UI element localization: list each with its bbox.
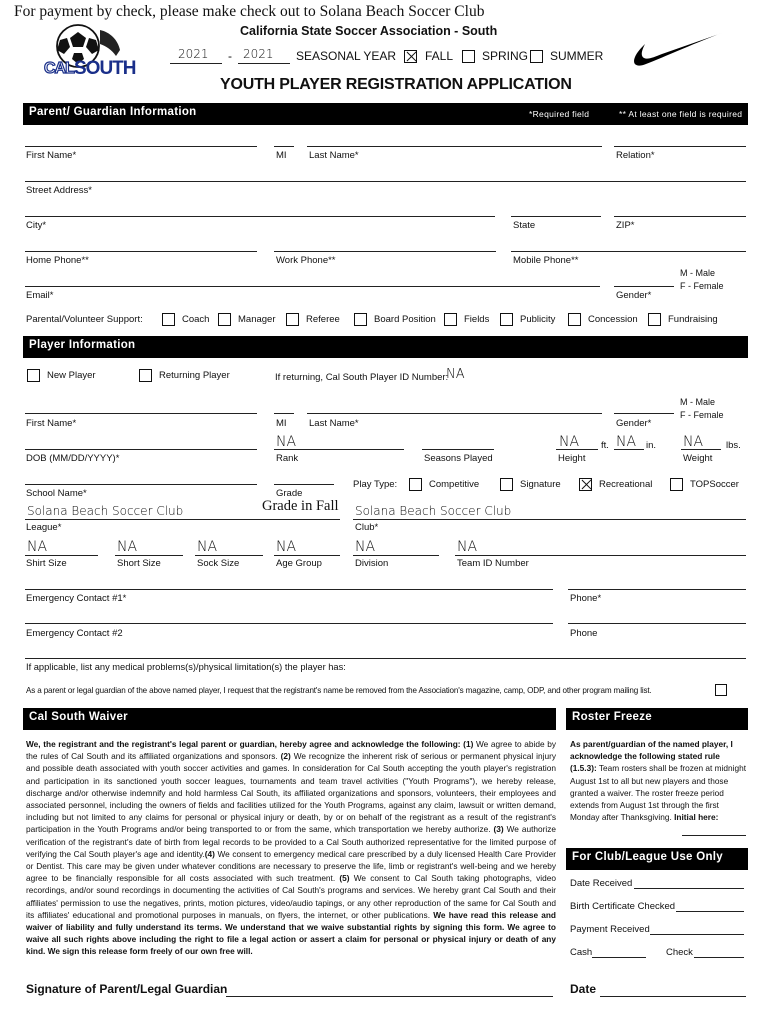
cash-field[interactable] xyxy=(592,957,646,958)
rank-label: Rank xyxy=(276,453,299,464)
signature-label: Signature of Parent/Legal Guardian xyxy=(26,982,228,996)
ft-label: ft. xyxy=(601,440,609,451)
date-received-field[interactable] xyxy=(634,888,744,889)
email-label: Email* xyxy=(26,290,54,301)
checked-x-icon xyxy=(405,51,416,62)
signature-type-label: Signature xyxy=(520,479,561,490)
zip-field[interactable] xyxy=(614,216,746,217)
seasonal-year-label: SEASONAL YEAR xyxy=(296,49,397,63)
player-gender-label: Gender* xyxy=(616,418,652,429)
emergency-contact-2-label: Emergency Contact #2 xyxy=(26,628,123,639)
support-board-checkbox[interactable] xyxy=(354,313,367,326)
lbs-label: lbs. xyxy=(726,440,741,451)
grade-value[interactable]: Grade in Fall xyxy=(262,498,339,514)
medical-field[interactable] xyxy=(25,658,746,659)
support-publicity-label: Publicity xyxy=(520,314,556,325)
support-coach-label: Coach xyxy=(182,314,210,325)
roster-bold-text: As parent/guardian of the named player, I acknowledge the following stated rule (1.5.3): xyxy=(570,739,733,774)
logo-south-text: SOUTH xyxy=(74,58,136,79)
recreational-label: Recreational xyxy=(599,479,653,490)
player-section-header xyxy=(23,336,748,358)
short-size-label: Short Size xyxy=(117,558,161,569)
date-received-label: Date Received xyxy=(570,878,633,889)
emergency-contact-1-field[interactable] xyxy=(25,589,553,590)
player-last-name-label: Last Name* xyxy=(309,418,359,429)
guardian-gender-field[interactable] xyxy=(614,286,674,287)
returning-player-checkbox[interactable] xyxy=(139,369,152,382)
payment-received-field[interactable] xyxy=(650,934,744,935)
phone-1-label: Phone* xyxy=(570,593,602,604)
player-first-name-field[interactable] xyxy=(25,413,257,414)
guardian-last-name-label: Last Name* xyxy=(309,150,359,161)
checked-x-icon xyxy=(580,479,591,490)
street-address-field[interactable] xyxy=(25,181,746,182)
returning-id-label: If returning, Cal South Player ID Number: xyxy=(275,372,449,383)
dob-label: DOB (MM/DD/YYYY)* xyxy=(26,453,120,464)
mobile-phone-field[interactable] xyxy=(511,251,746,252)
fall-label: FALL xyxy=(425,49,454,63)
medical-label: If applicable, list any medical problems(s)/physical limitation(s) the player has: xyxy=(26,662,346,672)
guardian-mi-field[interactable] xyxy=(274,146,294,147)
support-coach-checkbox[interactable] xyxy=(162,313,175,326)
club-field[interactable] xyxy=(353,519,746,520)
waiver-section-header xyxy=(23,708,556,730)
support-fields-checkbox[interactable] xyxy=(444,313,457,326)
year-dash: - xyxy=(228,49,232,63)
birth-cert-label: Birth Certificate Checked xyxy=(570,901,676,912)
height-ft-value[interactable]: NA xyxy=(559,434,580,450)
age-group-label: Age Group xyxy=(276,558,322,569)
year-from: 2021 xyxy=(178,47,209,61)
player-mi-label: MI xyxy=(276,418,287,429)
swoosh-logo-icon xyxy=(632,30,724,72)
spring-checkbox[interactable] xyxy=(462,50,475,63)
guardian-relation-label: Relation* xyxy=(616,150,655,161)
grade-field[interactable] xyxy=(274,484,334,485)
team-id-label: Team ID Number xyxy=(457,558,529,569)
date-field[interactable] xyxy=(600,996,746,997)
recreational-checkbox[interactable] xyxy=(579,478,592,491)
waiver-n4: (4) xyxy=(204,848,215,859)
guardian-gender-male-note: M - Male xyxy=(680,268,716,278)
roster-body-text: Team rosters shall be frozen at midnight August 1st to all but new players and those granted a waiver. The roster freeze period extends from August 1st through the first Monday after Thanksgiving. xyxy=(570,763,747,823)
street-address-label: Street Address* xyxy=(26,185,93,196)
player-mi-field[interactable] xyxy=(274,413,294,414)
division-label: Division xyxy=(355,558,389,569)
weight-label: Weight xyxy=(683,453,713,464)
guardian-relation-field[interactable] xyxy=(614,146,746,147)
required-note: *Required field xyxy=(529,109,590,119)
guardian-section-title: Parent/ Guardian Information xyxy=(29,106,197,118)
roster-section-header xyxy=(566,708,748,730)
guardian-first-name-field[interactable] xyxy=(25,146,257,147)
division-value[interactable]: NA xyxy=(355,539,376,555)
shirt-size-value[interactable]: NA xyxy=(27,539,48,555)
one-required-note: ** At least one field is required xyxy=(619,109,743,119)
club-use-section-header xyxy=(566,848,748,870)
opt-out-text: As a parent or legal guardian of the above named player, I request that the registrant's name be removed from the Association's magazine, camp, ODP, and other program mailing list. xyxy=(26,686,652,695)
date-label: Date xyxy=(570,982,597,996)
waiver-closing: We have read this release and waiver of liability and fully understand its terms. We understand that we waive substantial rights by signing this form. We agree to waive all such rights above including the right to file a legal action or assert a claim for personal or physical injury or death of any kind. We sign this release form freely of our own free will. xyxy=(26,909,556,957)
play-type-label: Play Type: xyxy=(353,479,398,490)
waiver-n5: (5) xyxy=(339,873,350,884)
form-title: YOUTH PLAYER REGISTRATION APPLICATION xyxy=(220,76,572,93)
club-label: Club* xyxy=(355,522,379,533)
seasons-played-label: Seasons Played xyxy=(424,453,493,464)
school-name-label: School Name* xyxy=(26,488,87,499)
fall-checkbox[interactable] xyxy=(404,50,417,63)
in-label: in. xyxy=(646,440,657,451)
payment-received-label: Payment Received xyxy=(570,924,650,935)
new-player-checkbox[interactable] xyxy=(27,369,40,382)
shirt-size-label: Shirt Size xyxy=(26,558,67,569)
club-use-title: For Club/League Use Only xyxy=(572,851,723,863)
league-field[interactable] xyxy=(25,519,340,520)
support-fields-label: Fields xyxy=(464,314,490,325)
initial-here-label: Initial here: xyxy=(674,812,719,823)
support-referee-label: Referee xyxy=(306,314,340,325)
competitive-label: Competitive xyxy=(429,479,480,490)
cash-label: Cash xyxy=(570,947,593,958)
seasons-played-field[interactable] xyxy=(422,449,494,450)
rank-value[interactable]: NA xyxy=(276,434,297,450)
waiver-p1: We agree to abide by the rules of Cal South and its affiliated organizations and sponsors. xyxy=(26,739,556,762)
roster-title: Roster Freeze xyxy=(572,711,652,723)
waiver-text xyxy=(26,738,556,958)
guardian-gender-female-note: F - Female xyxy=(680,281,724,291)
state-label: State xyxy=(513,220,536,231)
topsoccer-checkbox[interactable] xyxy=(670,478,683,491)
cal-south-logo xyxy=(40,22,135,82)
home-phone-label: Home Phone** xyxy=(26,255,89,266)
initial-field[interactable] xyxy=(682,835,746,836)
signature-field[interactable] xyxy=(226,996,553,997)
opt-out-checkbox[interactable] xyxy=(715,684,727,696)
support-concession-label: Concession xyxy=(588,314,638,325)
email-field[interactable] xyxy=(25,286,600,287)
guardian-mi-label: MI xyxy=(276,150,287,161)
support-publicity-checkbox[interactable] xyxy=(500,313,513,326)
mobile-phone-label: Mobile Phone** xyxy=(513,255,579,266)
check-label: Check xyxy=(666,947,693,958)
topsoccer-label: TOPSoccer xyxy=(690,479,739,490)
zip-label: ZIP* xyxy=(616,220,635,231)
phone-1-field[interactable] xyxy=(568,589,746,590)
waiver-n3: (3) xyxy=(493,824,504,835)
player-first-name-label: First Name* xyxy=(26,418,77,429)
city-label: City* xyxy=(26,220,47,231)
league-label: League* xyxy=(26,522,62,533)
sock-size-value[interactable]: NA xyxy=(197,539,218,555)
guardian-gender-label: Gender* xyxy=(616,290,652,301)
player-gender-male-note: M - Male xyxy=(680,397,716,407)
support-fundraising-label: Fundraising xyxy=(668,314,718,325)
short-size-value[interactable]: NA xyxy=(117,539,138,555)
support-label: Parental/Volunteer Support: xyxy=(26,314,143,325)
roster-text xyxy=(570,738,748,823)
phone-2-label: Phone xyxy=(570,628,598,639)
height-in-value[interactable]: NA xyxy=(616,434,637,450)
summer-label: SUMMER xyxy=(550,49,604,63)
height-label: Height xyxy=(558,453,586,464)
birth-cert-field[interactable] xyxy=(676,911,744,912)
work-phone-label: Work Phone** xyxy=(276,255,336,266)
waiver-p4: We consent to emergency medical care prescribed by a duly licensed Health Care Provider or Dentist. This care may be given under whatever conditions are necessary to preserve the life, limb or registrant's well-being and we hereby agree to be financially responsible for all costs associated with such treatment. xyxy=(26,848,556,884)
grade-label: Grade xyxy=(276,488,303,499)
support-manager-checkbox[interactable] xyxy=(218,313,231,326)
new-player-label: New Player xyxy=(47,370,96,381)
association-name: California State Soccer Association - South xyxy=(240,24,498,38)
waiver-p3: We authorize verification of the registrant's date of birth from legal records to be provided to a Cal South authorized representative for the limited purpose of verifying the Cal South player's age and identity. xyxy=(26,824,556,859)
support-referee-checkbox[interactable] xyxy=(286,313,299,326)
competitive-checkbox[interactable] xyxy=(409,478,422,491)
emergency-contact-2-field[interactable] xyxy=(25,623,553,624)
sock-size-label: Sock Size xyxy=(197,558,240,569)
returning-id-value[interactable]: NA xyxy=(446,367,465,382)
waiver-lead: We, the registrant and the registrant's legal parent or guardian, hereby agree and acknowledge the following: (1) xyxy=(26,739,474,749)
home-phone-field[interactable] xyxy=(25,251,257,252)
summer-checkbox[interactable] xyxy=(530,50,543,63)
dob-field[interactable] xyxy=(25,449,257,450)
logo-cal-text: CAL xyxy=(44,60,74,77)
school-name-field[interactable] xyxy=(25,484,257,485)
team-id-value[interactable]: NA xyxy=(457,539,478,555)
guardian-first-name-label: First Name* xyxy=(26,150,77,161)
waiver-title: Cal South Waiver xyxy=(29,711,128,723)
state-field[interactable] xyxy=(511,216,601,217)
player-gender-female-note: F - Female xyxy=(680,410,724,420)
player-gender-field[interactable] xyxy=(614,413,674,414)
support-fundraising-checkbox[interactable] xyxy=(648,313,661,326)
player-last-name-field[interactable] xyxy=(307,413,602,414)
age-group-value[interactable]: NA xyxy=(276,539,297,555)
signature-type-checkbox[interactable] xyxy=(500,478,513,491)
weight-value[interactable]: NA xyxy=(683,434,704,450)
support-manager-label: Manager xyxy=(238,314,276,325)
check-field[interactable] xyxy=(694,957,744,958)
waiver-n2: (2) xyxy=(280,751,291,762)
year-to: 2021 xyxy=(243,47,274,61)
emergency-contact-1-label: Emergency Contact #1* xyxy=(26,593,127,604)
city-field[interactable] xyxy=(25,216,495,217)
work-phone-field[interactable] xyxy=(274,251,496,252)
spring-label: SPRING xyxy=(482,49,529,63)
payment-note: For payment by check, please make check out to Solana Beach Soccer Club xyxy=(14,3,485,20)
guardian-last-name-field[interactable] xyxy=(307,146,602,147)
guardian-section-header xyxy=(23,103,748,125)
league-value[interactable]: Solana Beach Soccer Club xyxy=(27,504,184,518)
waiver-p5: We consent to Cal South taking photographs, video recordings, and/or sound recordings in documenting the activities of Cal South's programs and services. We hereby grant Cal South and their affiliates' permission to use the negatives, prints, motion pictures, video/audio tapings, or any other reproduction of the same for Cal South and its affiliates' educational and promotional purposes in manuals, on flyers, the internet, or other publications. xyxy=(26,873,556,920)
returning-player-label: Returning Player xyxy=(159,370,230,381)
phone-2-field[interactable] xyxy=(568,623,746,624)
player-section-title: Player Information xyxy=(29,339,136,351)
club-value[interactable]: Solana Beach Soccer Club xyxy=(355,504,512,518)
support-concession-checkbox[interactable] xyxy=(568,313,581,326)
support-board-label: Board Position xyxy=(374,314,436,325)
waiver-p2: We recognize the inherent risk of serious or permanent physical injury and possible death associated with youth soccer activities and games. In consideration for Cal South accepting the youth player's registration and participation in its sanctioned youth soccer leagues, tournaments and team travel activities ("Youth Programs"), we hereby release, discharge and/or otherwise indemnify and hold harmless Cal South, its affiliated organizations and sponsors, volunteers, their employees and associated personnel, including the owners of fields and facilities utilized for the Youth Programs, against any claim, lawsuit or written demand, including but not limited to any claims for personal or physical injury or death, by or on behalf of the registrant as a result of the registrant's participation in the Youth Programs and/or being transported to or from the same, which transportation we hereby authorize. xyxy=(26,751,556,835)
